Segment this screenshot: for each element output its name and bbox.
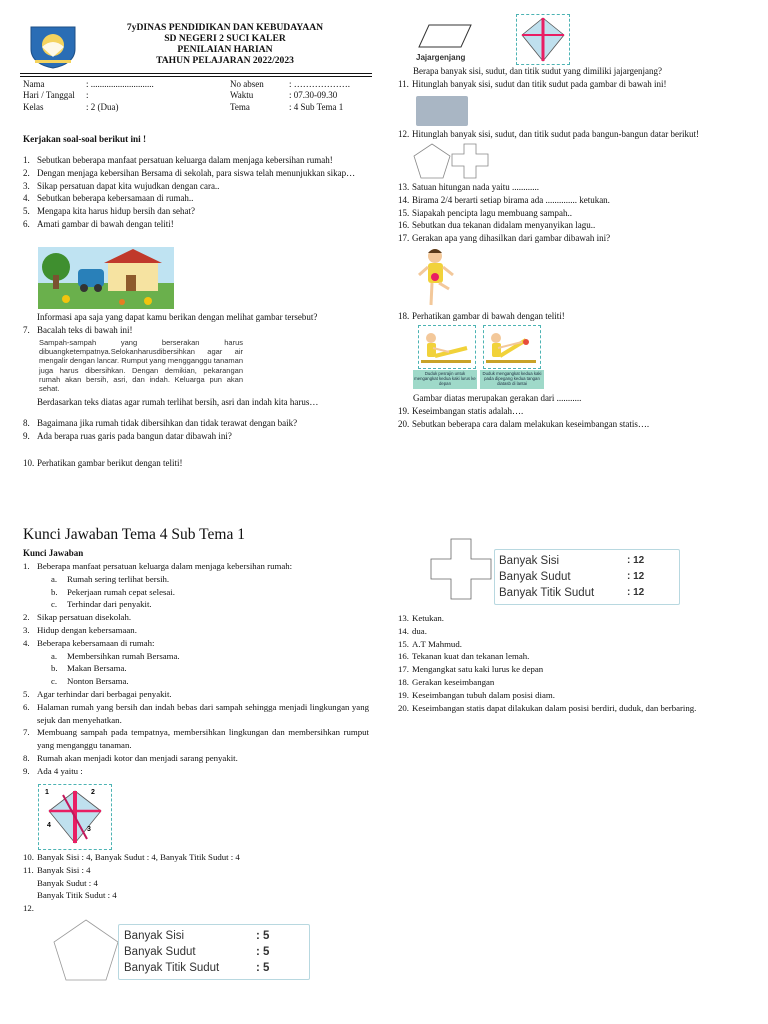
cross-sisi-label: Banyak Sisi (499, 555, 560, 567)
question-1: 1. Sebutkan beberapa manfaat persatuan keluarga dalam menjaga kebersihan rumah! (23, 155, 333, 165)
question-7-follow: Berdasarkan teks diatas agar rumah terlihat bersih, asri dan indah kita harus… (37, 397, 319, 407)
girl-balancing-figure (415, 247, 459, 309)
school-logo (27, 23, 79, 69)
answer-7: 7. Membuang sampah pada tempatnya, membersihkan lingkungan dan membersihkan rumput yang menganggu tanaman. (23, 727, 369, 751)
answer-8: 8. Rumah akan menjadi kotor dan menjadi sarang penyakit. (23, 752, 238, 763)
question-list-right (398, 181, 610, 245)
question-4: 4. Sebutkan beberapa kebersamaan di rumah.. (23, 193, 194, 204)
answer-1b: b. Pekerjaan rumah cepat selesai. (51, 586, 175, 597)
tema-label: Tema (230, 101, 250, 112)
pentagon-sudut-label: Banyak Sudut (124, 946, 196, 958)
pentagon-titik-label: Banyak Titik Sudut (124, 962, 220, 974)
answer-key-title: Kunci Jawaban Tema 4 Sub Tema 1 (23, 526, 245, 543)
answer-15: 15. A.T Mahmud. (398, 638, 462, 649)
question-3: 3. Sikap persatuan dapat kita wujudkan dengan cara.. (23, 180, 220, 191)
header-line-4: TAHUN PELAJARAN 2022/2023 (156, 55, 294, 66)
question-10: 10. Perhatikan gambar berikut dengan teliti! (23, 458, 183, 468)
absen-label: No absen (230, 79, 264, 89)
parallelogram-question: Berapa banyak sisi, sudut, dan titik sudut yang dimiliki jajargenjang? (413, 66, 663, 76)
garden-illustration (38, 247, 174, 309)
question-15: 15. Siapakah pencipta lagu membuang sampah.. (398, 207, 572, 218)
answer-20: 20. Keseimbangan statis dapat dilakukan dalam posisi berdiri, duduk, dan berbaring. (398, 702, 697, 713)
cross-sisi-value: : 12 (627, 555, 645, 566)
sitting-exercise-figure-2 (483, 325, 541, 369)
kite-number-1: 1 (45, 789, 49, 796)
header-line-2: SD NEGERI 2 SUCI KALER (164, 33, 286, 44)
question-13: 13. Satuan hitungan nada yaitu ............ (398, 182, 539, 192)
question-7-passage: Sampah-sampah yang berserakan harus dibuangketempatnya.Selokanharusdibersihkan agar air mengalir dengan lancar. Rumput yang mengganggu tanaman juga harus dibersihkan. Dengan demikian, pekarangan rumah akan bersih, asri, dan indah. Keluarga pun akan sehat. (39, 338, 243, 394)
sitting-exercise-figure-1 (418, 325, 476, 369)
cross-titik-value: : 12 (627, 587, 645, 598)
answer-13: 13. Ketukan. (398, 613, 445, 623)
header-rule (20, 73, 372, 74)
question-9: 9. Ada berapa ruas garis pada bangun datar dibawah ini? (23, 430, 232, 441)
question-12: 12. Hitunglah banyak sisi, sudut, dan titik sudut pada bangun-bangun datar berikut! (398, 129, 699, 139)
question-14: 14. Birama 2/4 berarti setiap birama ada .............. ketukan. (398, 194, 610, 205)
waktu-label: Waktu (230, 90, 254, 101)
pentagon-answer-labels (124, 928, 219, 976)
answer-11-line-3: Banyak Titik Sudut : 4 (37, 890, 117, 901)
question-7: 7. Bacalah teks di bawah ini! (23, 325, 133, 335)
answer-5: 5. Agar terhindar dari berbagai penyakit. (23, 688, 172, 699)
kelas-label: Kelas (23, 101, 44, 112)
question-16: 16. Sebutkan dua tekanan didalam menyanyikan lagu.. (398, 220, 596, 231)
answer-4: 4. Beberapa kebersamaan di rumah: (23, 637, 155, 648)
sitting-caption-1: Duduk pesrajin untuk mengangkat kedua kaki lurus ke depan (413, 370, 477, 389)
answer-17: 17. Mengangkat satu kaki lurus ke depan (398, 664, 544, 675)
absen-field[interactable]: : ………………. (289, 79, 351, 89)
answer-1c: c. Terhindar dari penyakit. (51, 599, 152, 610)
question-17: 17. Gerakan apa yang dihasilkan dari gambar dibawah ini? (398, 233, 611, 244)
answer-11-line-2: Banyak Sudut : 4 (37, 877, 98, 888)
answer-12: 12. (23, 903, 34, 914)
kite-figure-top (516, 14, 570, 65)
instruction: Kerjakan soal-soal berikut ini ! (23, 134, 147, 144)
answer-key-subtitle: Kunci Jawaban (23, 548, 84, 558)
kelas-field: : 2 (Dua) (86, 101, 119, 112)
answer-3: 3. Hidup dengan kebersamaan. (23, 624, 137, 635)
answer-10: 10. Banyak Sisi : 4, Banyak Sudut : 4, Banyak Titik Sudut : 4 (23, 852, 240, 862)
nama-label: Nama (23, 79, 45, 89)
cross-titik-label: Banyak Titik Sudut (499, 587, 595, 599)
answer-list-left-2 (23, 851, 240, 915)
question-11: 11. Hitunglah banyak sisi, sudut dan titik sudut pada gambar di bawah ini! (398, 79, 667, 89)
question-18-follow: Gambar diatas merupakan gerakan dari ........... (413, 393, 582, 403)
question-list-right-2 (398, 405, 649, 431)
pentagon-sisi-value: : 5 (256, 930, 270, 942)
question-19: 19. Keseimbangan statis adalah…. (398, 406, 524, 416)
answer-1: 1. Beberapa manfaat persatuan keluarga dalam menjaga kebersihan rumah: (23, 561, 293, 571)
kite-number-4: 4 (47, 822, 51, 829)
question-6: 6. Amati gambar di bawah dengan teliti! (23, 218, 174, 229)
header-rule-2 (20, 76, 372, 77)
pentagon-figure-answer (52, 918, 120, 982)
answer-4c: c. Nonton Bersama. (51, 676, 129, 687)
answer-1a: a. Rumah sering terlihat bersih. (51, 573, 170, 584)
cross-sudut-value: : 12 (627, 571, 645, 582)
gray-rectangle-figure (416, 96, 468, 126)
sitting-caption-2: Duduk mengangkat kedua kaki pada dipegang kedua tangan diatasb di lantai (480, 370, 544, 389)
question-5: 5. Mengapa kita harus hidup bersih dan sehat? (23, 206, 195, 217)
question-20: 20. Sebutkan beberapa cara dalam melakukan keseimbangan statis…. (398, 418, 650, 429)
answer-list-left (23, 560, 369, 778)
question-8: 8. Bagaimana jika rumah tidak dibersihkan dan tidak terawat dengan baik? (23, 418, 298, 428)
pentagon-titik-value: : 5 (256, 962, 270, 974)
cross-answer-values (627, 553, 644, 601)
question-list-left-2 (23, 417, 297, 443)
parallelogram-figure (417, 23, 473, 49)
pentagon-answer-values (256, 928, 269, 976)
answer-list-right (398, 612, 696, 714)
pentagon-sisi-label: Banyak Sisi (124, 930, 185, 942)
answer-4a: a. Membersihkan rumah Bersama. (51, 650, 180, 661)
answer-2: 2. Sikap persatuan disekolah. (23, 612, 132, 623)
answer-6: 6. Halaman rumah yang bersih dan indah bebas dari sampah sehingga menjadi lingkungan yang sejuk dan menyehatkan. (23, 701, 369, 725)
cross-sudut-label: Banyak Sudut (499, 571, 571, 583)
kite-number-2: 2 (91, 789, 95, 796)
hari-field[interactable]: : (86, 90, 89, 101)
kite-figure-answer (38, 784, 112, 850)
parallelogram-label: Jajargenjang (416, 53, 466, 62)
answer-11: 11. Banyak Sisi : 4 (23, 864, 91, 875)
cross-figure-answer (429, 537, 493, 601)
pentagon-sudut-value: : 5 (256, 946, 270, 958)
answer-18: 18. Gerakan keseimbangan (398, 676, 495, 687)
kite-number-3: 3 (87, 826, 91, 833)
answer-16: 16. Tekanan kuat dan tekanan lemah. (398, 651, 530, 662)
answer-9: 9. Ada 4 yaitu : (23, 765, 83, 776)
question-list-left (23, 154, 369, 231)
header (95, 22, 355, 66)
answer-14: 14. dua. (398, 625, 427, 636)
answer-19: 19. Keseimbangan tubuh dalam posisi diam. (398, 689, 555, 700)
cross-answer-labels (499, 553, 594, 601)
answer-4b: b. Makan Bersama. (51, 663, 127, 674)
question-18: 18. Perhatikan gambar di bawah dengan teliti! (398, 311, 565, 321)
header-line-1: 7yDINAS PENDIDIKAN DAN KEBUDAYAAN (126, 22, 324, 33)
waktu-field: : 07.30-09.30 (289, 90, 338, 101)
tema-field: : 4 Sub Tema 1 (289, 101, 344, 112)
hari-label: Hari / Tanggal (23, 90, 75, 101)
pentagon-cross-figures (412, 142, 492, 180)
header-line-3: PENILAIAN HARIAN (177, 44, 273, 55)
nama-field[interactable]: : ............................ (86, 79, 154, 89)
question-2: 2. Dengan menjaga kebersihan Bersama di sekolah, para siswa telah menunjukkan sikap… (23, 167, 356, 178)
question-6-follow: Informasi apa saja yang dapat kamu berikan dengan melihat gambar tersebut? (37, 312, 318, 322)
